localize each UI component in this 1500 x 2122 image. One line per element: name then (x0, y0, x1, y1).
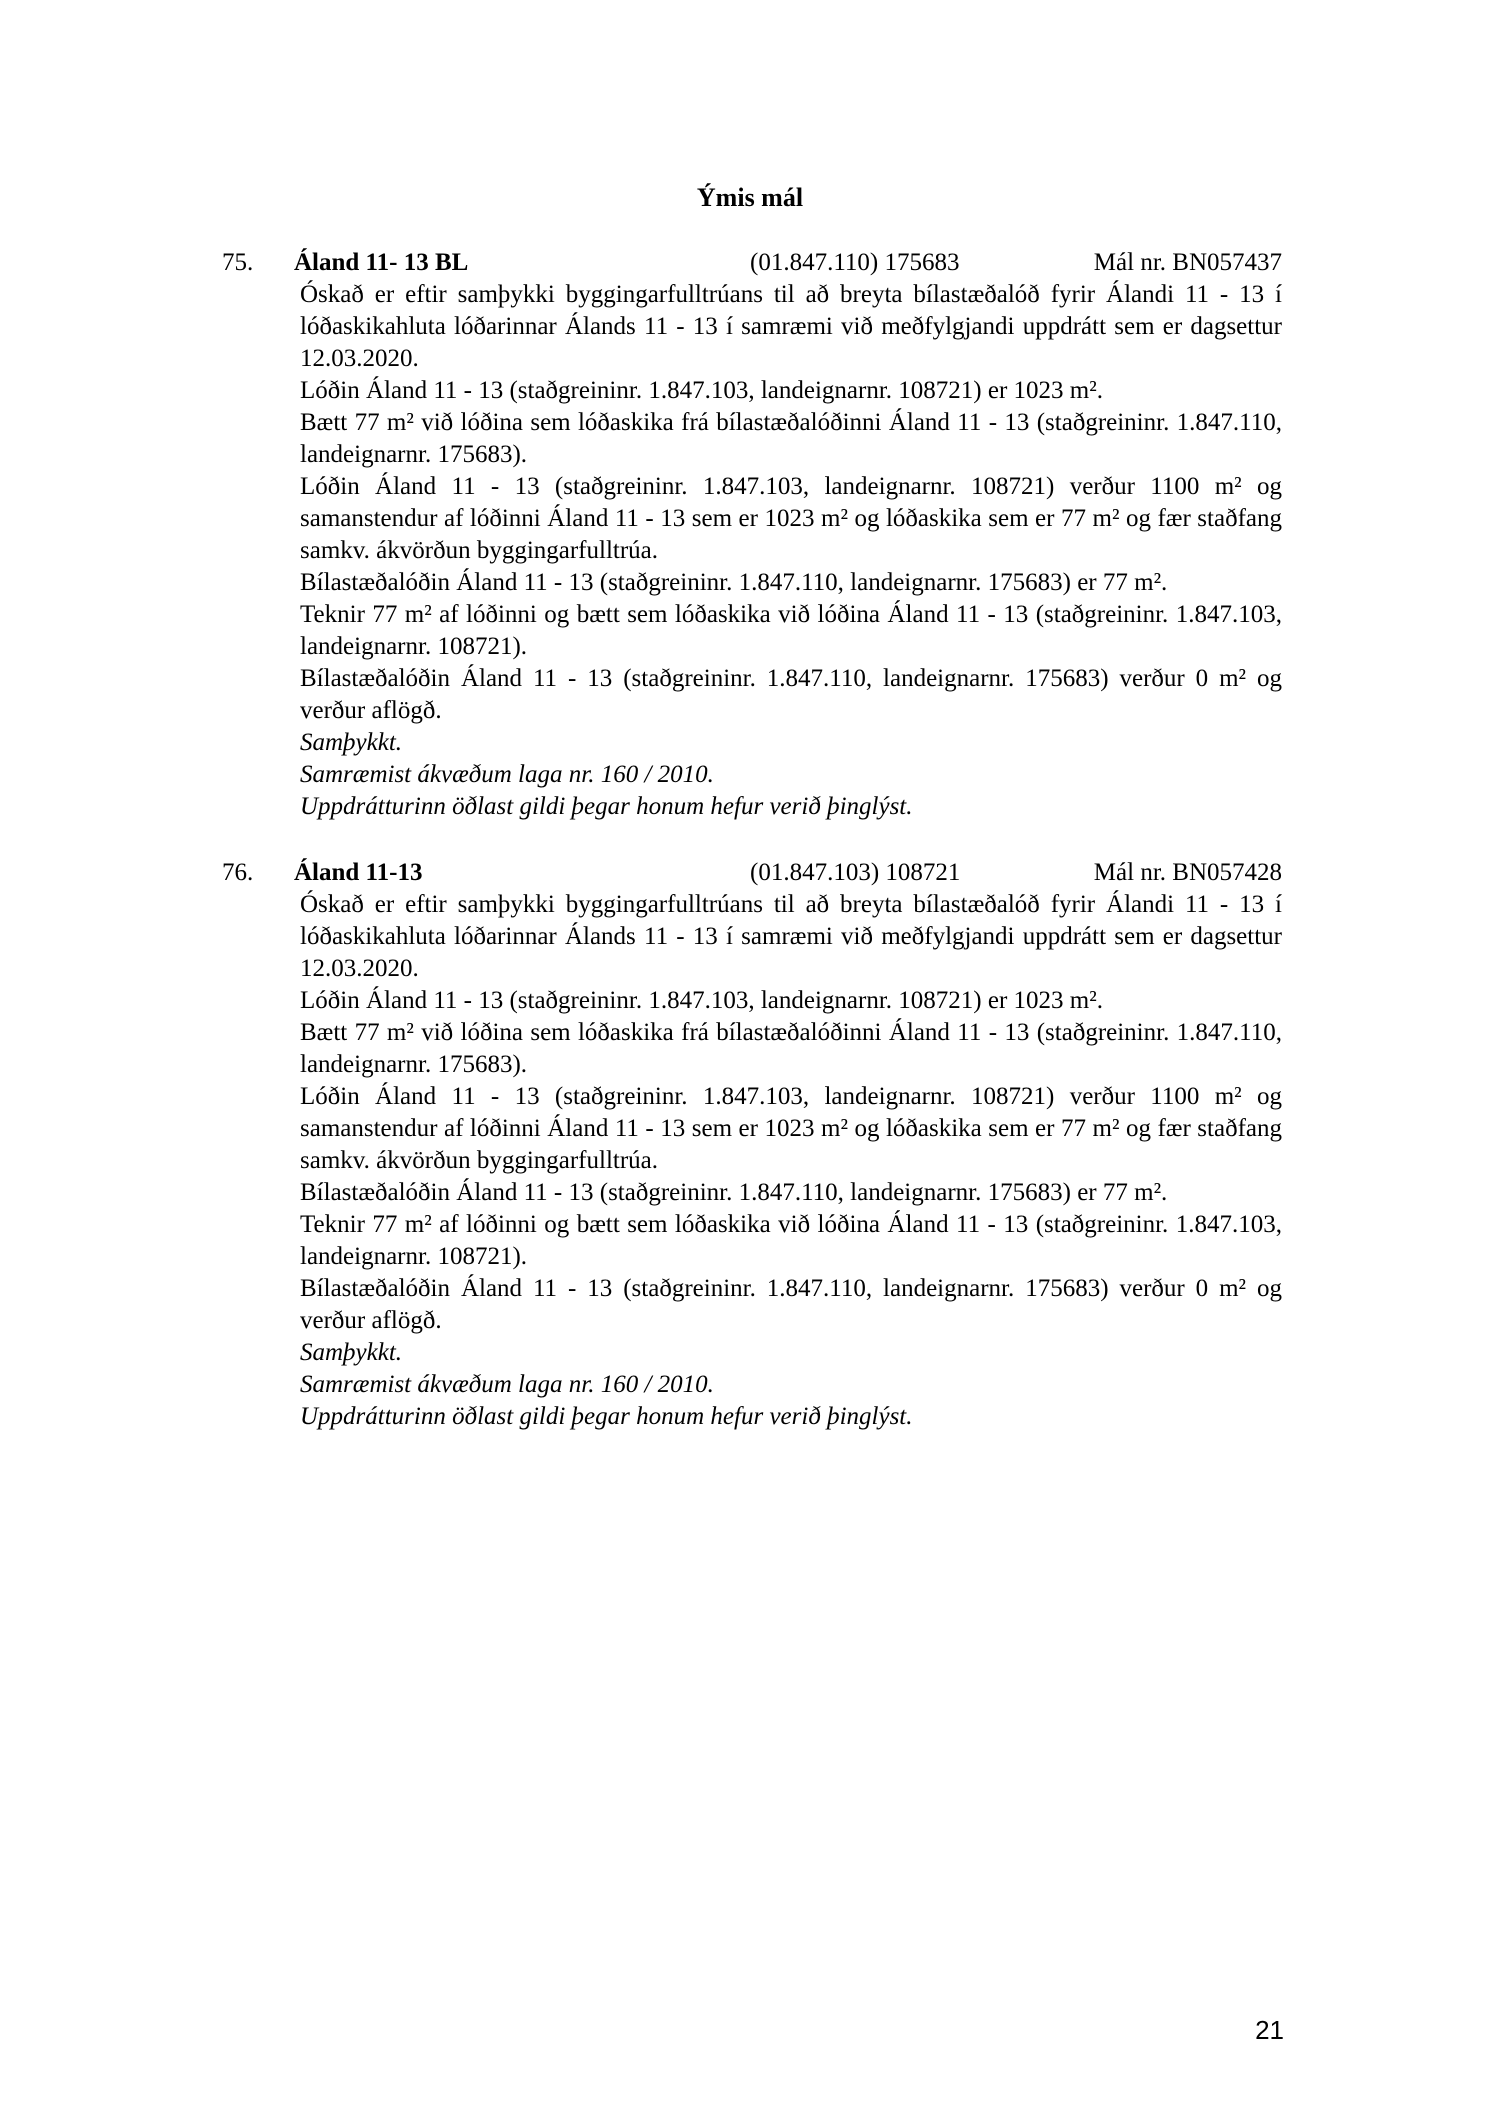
item-paragraph: Bætt 77 m² við lóðina sem lóðaskika frá bílastæðalóðinni Áland 11 - 13 (staðgreininr. 1.847.110, landeignarnr. 175683). (300, 409, 1282, 468)
item-paragraph: Bílastæðalóðin Áland 11 - 13 (staðgreininr. 1.847.110, landeignarnr. 175683) verður 0 m² og verður aflögð. (300, 1275, 1282, 1334)
item-paragraph: Teknir 77 m² af lóðinni og bætt sem lóðaskika við lóðina Áland 11 - 13 (staðgreininr. 1.847.103, landeignarnr. 108721). (300, 1211, 1282, 1270)
decision-line: Uppdrátturinn öðlast gildi þegar honum hefur verið þinglýst. (300, 793, 913, 820)
item-paragraph: Lóðin Áland 11 - 13 (staðgreininr. 1.847.103, landeignarnr. 108721) verður 1100 m² og samanstendur af lóðinni Áland 11 - 13 sem er 1023 m² og lóðaskika sem er 77 m² og fær staðfang samkv. ákvörðun byggingarfulltrúa. (300, 1083, 1282, 1174)
item-paragraph: Lóðin Áland 11 - 13 (staðgreininr. 1.847.103, landeignarnr. 108721) er 1023 m². (300, 377, 1103, 404)
decision-line: Samþykkt. (300, 729, 403, 756)
decision-line: Samþykkt. (300, 1339, 403, 1366)
item-paragraph: Bætt 77 m² við lóðina sem lóðaskika frá bílastæðalóðinni Áland 11 - 13 (staðgreininr. 1.847.110, landeignarnr. 175683). (300, 1019, 1282, 1078)
decision-line: Samræmist ákvæðum laga nr. 160 / 2010. (300, 1371, 714, 1398)
decision-line: Uppdrátturinn öðlast gildi þegar honum hefur verið þinglýst. (300, 1403, 913, 1430)
item-paragraph: Óskað er eftir samþykki byggingarfulltrúans til að breyta bílastæðalóð fyrir Álandi 11 - 13 í lóðaskikahluta lóðarinnar Álands 11 - 13 í samræmi við meðfylgjandi uppdrátt sem er dagsettur 12.03.2020. (300, 891, 1282, 982)
section-title: Ýmis mál (696, 183, 804, 212)
agenda-item (222, 247, 1282, 823)
item-paragraph: Óskað er eftir samþykki byggingarfulltrúans til að breyta bílastæðalóð fyrir Álandi 11 - 13 í lóðaskikahluta lóðarinnar Álands 11 - 13 í samræmi við meðfylgjandi uppdrátt sem er dagsettur 12.03.2020. (300, 281, 1282, 372)
item-paragraph: Lóðin Áland 11 - 13 (staðgreininr. 1.847.103, landeignarnr. 108721) er 1023 m². (300, 987, 1103, 1014)
item-paragraph: Lóðin Áland 11 - 13 (staðgreininr. 1.847.103, landeignarnr. 108721) verður 1100 m² og samanstendur af lóðinni Áland 11 - 13 sem er 1023 m² og lóðaskika sem er 77 m² og fær staðfang samkv. ákvörðun byggingarfulltrúa. (300, 473, 1282, 564)
item-case-number: Mál nr. BN057437 (1093, 249, 1282, 276)
item-paragraph: Bílastæðalóðin Áland 11 - 13 (staðgreininr. 1.847.110, landeignarnr. 175683) er 77 m². (300, 1179, 1168, 1206)
page-number: 21 (1255, 2015, 1284, 2045)
item-number: 76. (222, 859, 254, 886)
item-body (300, 279, 1282, 823)
item-property-code: (01.847.110) 175683 (750, 249, 960, 276)
item-body (300, 889, 1282, 1433)
decision-line: Samræmist ákvæðum laga nr. 160 / 2010. (300, 761, 714, 788)
item-number: 75. (222, 249, 254, 276)
item-header (222, 247, 1282, 279)
item-title: Áland 11-13 (294, 859, 423, 886)
item-paragraph: Bílastæðalóðin Áland 11 - 13 (staðgreininr. 1.847.110, landeignarnr. 175683) er 77 m². (300, 569, 1168, 596)
item-title: Áland 11- 13 BL (294, 249, 469, 276)
item-paragraph: Teknir 77 m² af lóðinni og bætt sem lóðaskika við lóðina Áland 11 - 13 (staðgreininr. 1.847.103, landeignarnr. 108721). (300, 601, 1282, 660)
item-case-number: Mál nr. BN057428 (1093, 859, 1282, 886)
item-property-code: (01.847.103) 108721 (750, 859, 961, 886)
agenda-item (222, 857, 1282, 1433)
item-header (222, 857, 1282, 889)
item-paragraph: Bílastæðalóðin Áland 11 - 13 (staðgreininr. 1.847.110, landeignarnr. 175683) verður 0 m² og verður aflögð. (300, 665, 1282, 724)
